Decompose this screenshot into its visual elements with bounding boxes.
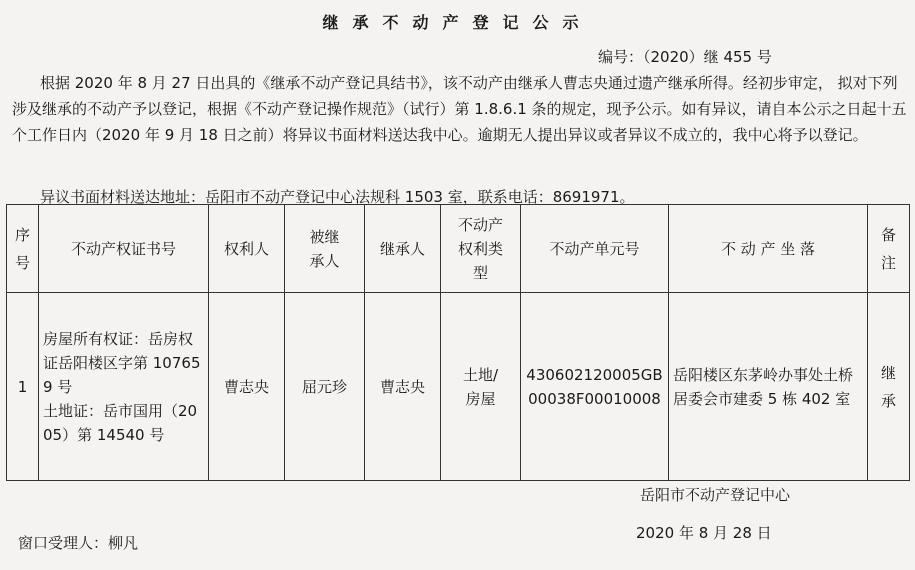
header-decedent: 被继承人 xyxy=(285,205,365,293)
header-heir: 继承人 xyxy=(365,205,441,293)
cell-holder: 曹志央 xyxy=(209,293,285,481)
cell-unit-no: 430602120005GB00038F00010008 xyxy=(521,293,669,481)
issuer-name: 岳阳市不动产登记中心 xyxy=(640,486,791,504)
issue-date: 2020 年 8 月 28 日 xyxy=(636,524,772,542)
header-certificate: 不动产权证书号 xyxy=(39,205,209,293)
cell-right-type: 土地/ 房屋 xyxy=(441,293,521,481)
table-header-row xyxy=(7,205,910,293)
document-number: 编号：（2020）继 455 号 xyxy=(598,48,772,66)
objection-address: 异议书面材料送达地址：岳阳市不动产登记中心法规科 1503 室，联系电话：8691971。 xyxy=(40,188,635,206)
notice-body: 根据 2020 年 8 月 27 日出具的《继承不动产登记具结书》，该不动产由继承人曹志央通过遗产继承所得。经初步审定， 拟对下列涉及继承的不动产予以登记，根据《不动产登记操作规范》（试行）第 1.8.6.1 条的规定，现予公示。如有异议，请自本公示之日起十五个工作日内（2020 年 9 月 18 日之前）将异议书面材料送达我中心。逾期无人提出异议或者异议不成立的，我中心将予以登记。 xyxy=(12,74,907,144)
cell-location: 岳阳楼区东茅岭办事处土桥居委会市建委 5 栋 402 室 xyxy=(669,293,868,481)
page-title: 继承不动产登记公示 xyxy=(322,13,593,32)
cell-index: 1 xyxy=(7,293,39,481)
cell-certificate: 房屋所有权证：岳房权证岳阳楼区字第 107659 号 土地证：岳市国用（2005）第 14540 号 xyxy=(39,293,209,481)
header-remark: 备注 xyxy=(868,205,910,293)
header-index: 序号 xyxy=(7,205,39,293)
table-row xyxy=(7,293,910,481)
header-location: 不 动 产 坐 落 xyxy=(669,205,868,293)
window-handler: 窗口受理人：柳凡 xyxy=(18,534,139,552)
header-holder: 权利人 xyxy=(209,205,285,293)
cell-decedent: 屈元珍 xyxy=(285,293,365,481)
cell-heir: 曹志央 xyxy=(365,293,441,481)
registration-table xyxy=(6,204,910,481)
cell-remark: 继承 xyxy=(868,293,910,481)
header-right-type: 不动产权利类型 xyxy=(441,205,521,293)
header-unit-no: 不动产单元号 xyxy=(521,205,669,293)
